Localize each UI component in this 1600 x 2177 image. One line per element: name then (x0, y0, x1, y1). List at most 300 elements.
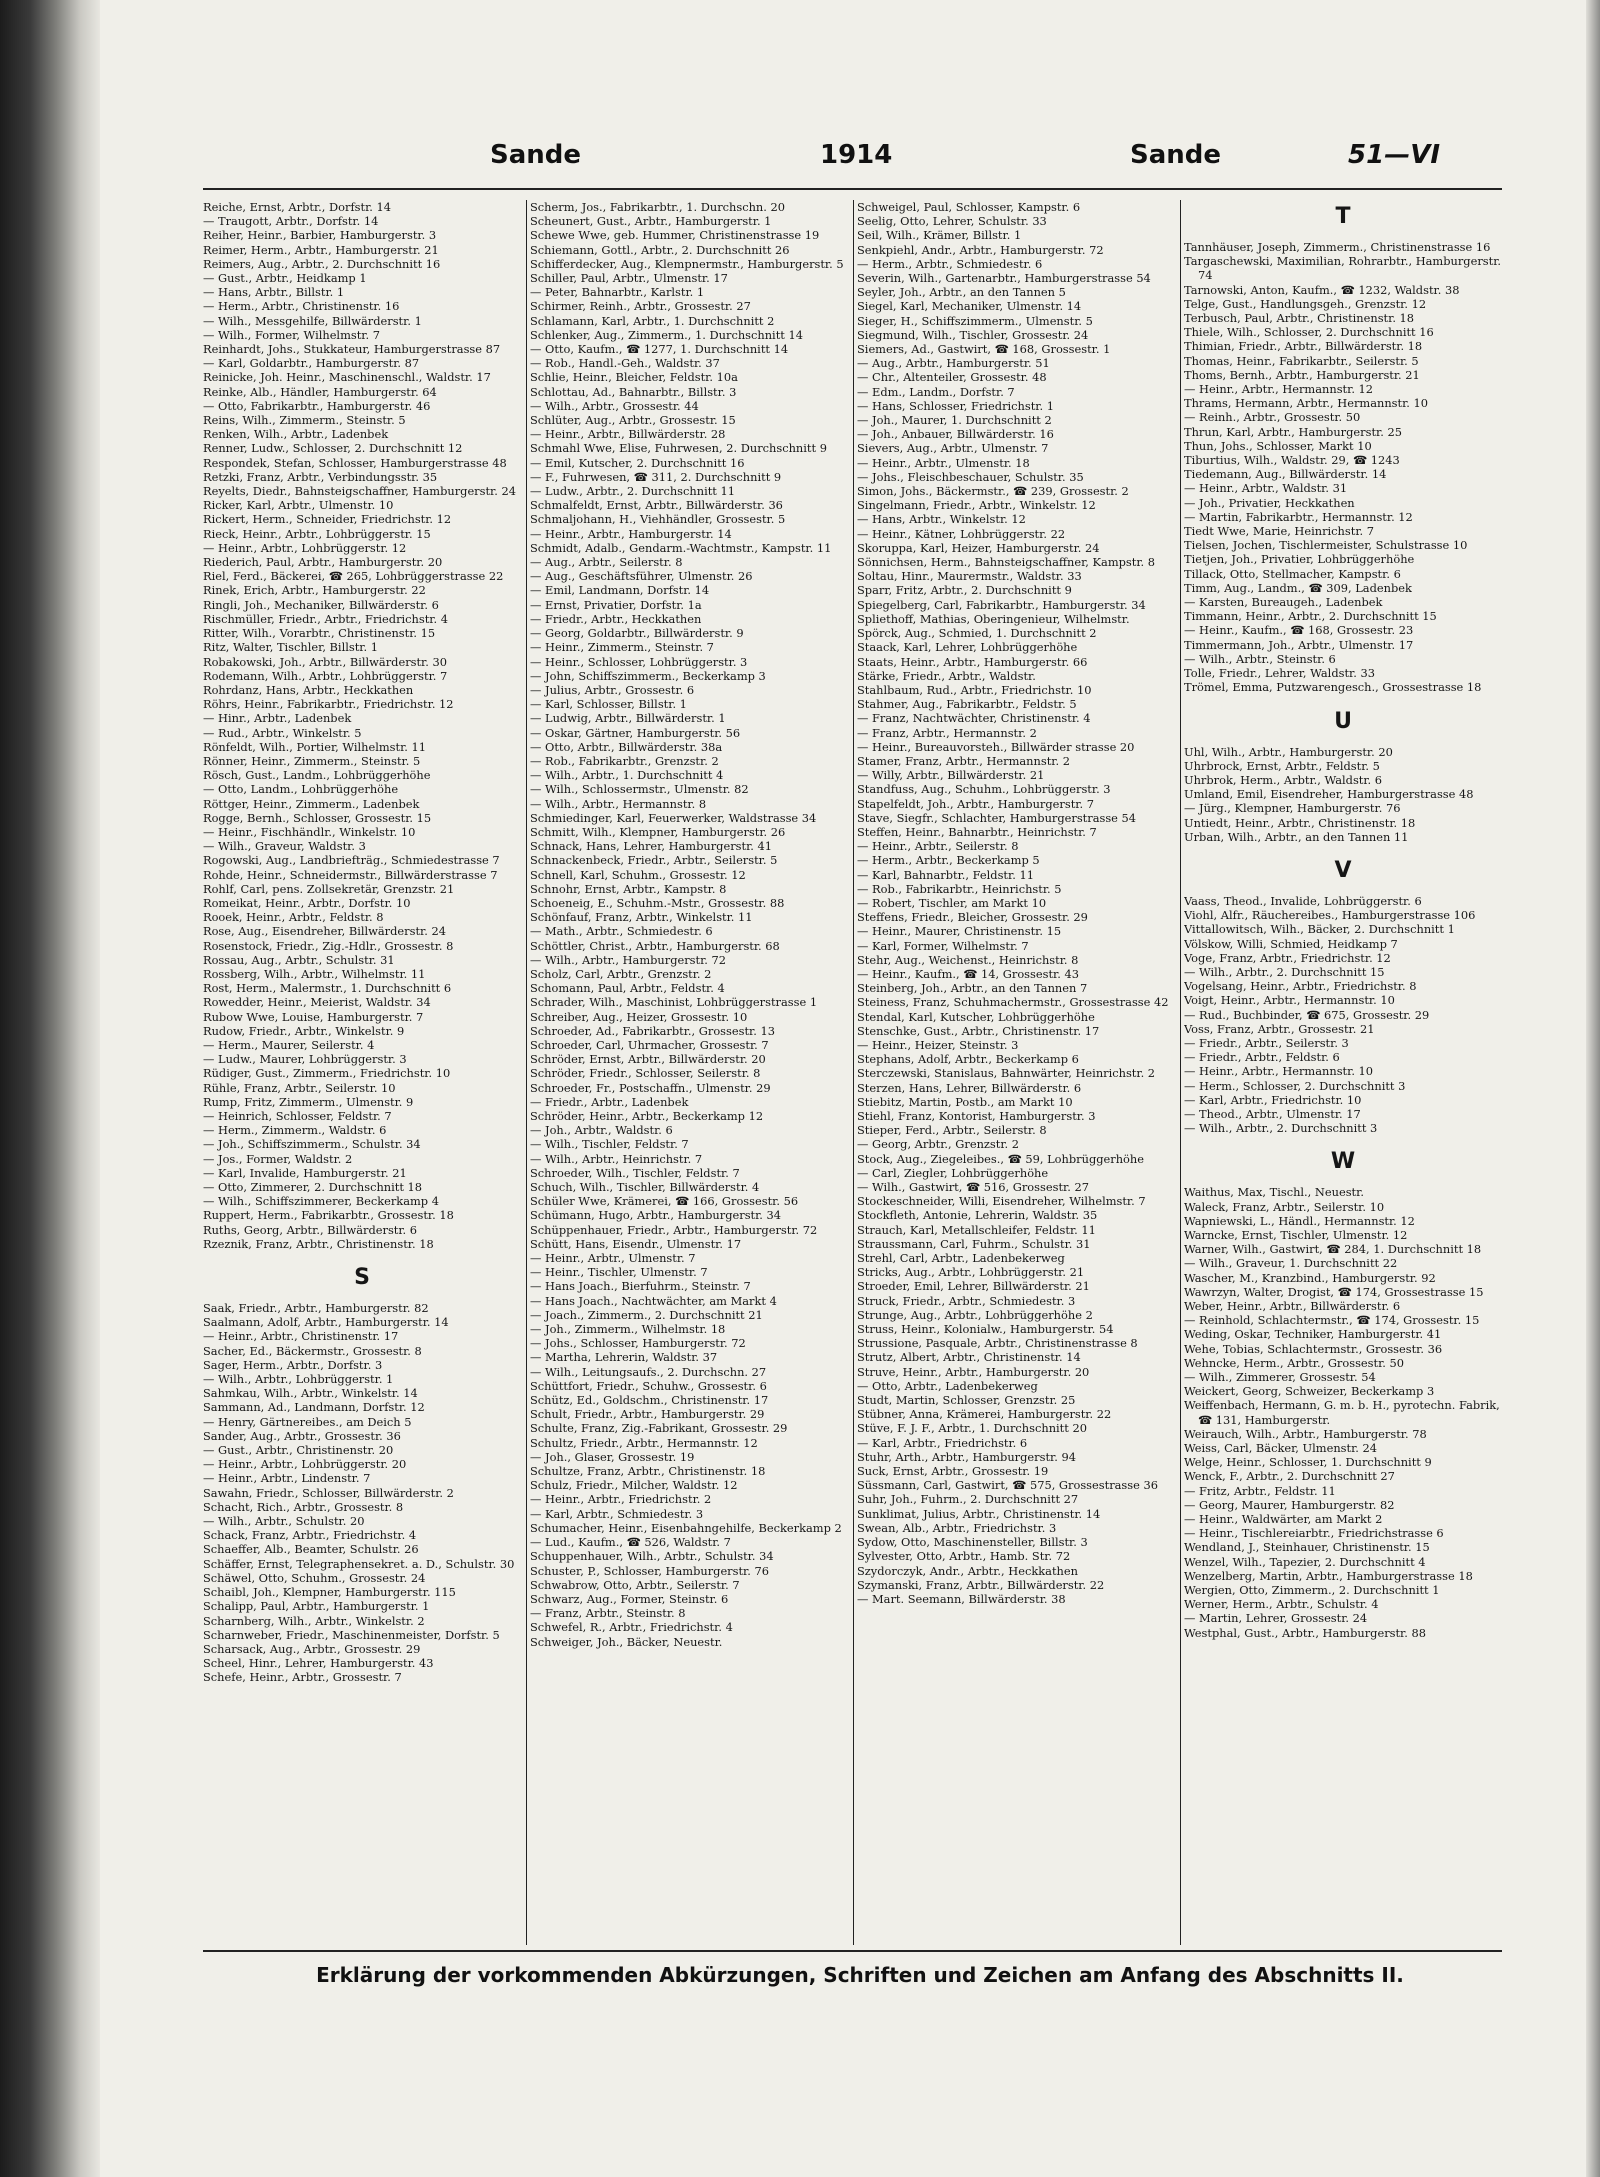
directory-entry: Renner, Ludw., Schlosser, 2. Durchschnitt 12 (203, 441, 463, 456)
directory-entry: Scharsack, Aug., Arbtr., Grossestr. 29 (203, 1641, 421, 1656)
directory-entry: — Wilh., Arbtr., 2. Durchschnitt 3 (1184, 1121, 1378, 1136)
directory-entry: Tillack, Otto, Stellmacher, Kampstr. 6 (1184, 566, 1401, 581)
directory-entry: — Ludw., Maurer, Lohbrüggerstr. 3 (203, 1052, 407, 1067)
directory-entry: — Franz, Nachtwächter, Christinenstr. 4 (857, 711, 1091, 726)
directory-entry: Schröder, Ernst, Arbtr., Billwärderstr. 20 (530, 1052, 766, 1067)
directory-entry: — Rud., Arbtr., Winkelstr. 5 (203, 725, 362, 740)
directory-entry: Siegel, Karl, Mechaniker, Ulmenstr. 14 (857, 299, 1082, 314)
directory-entry: — Hans Joach., Bierfuhrm., Steinstr. 7 (530, 1279, 751, 1294)
directory-entry: Rieck, Heinr., Arbtr., Lohbrüggerstr. 15 (203, 526, 431, 541)
directory-entry: — Hans, Schlosser, Friedrichstr. 1 (857, 398, 1054, 413)
directory-entry: Uhrbrok, Herm., Arbtr., Waldstr. 6 (1184, 772, 1383, 787)
directory-entry: Stockeschneider, Willi, Eisendreher, Wilhelmstr. 7 (857, 1194, 1146, 1209)
directory-entry: Stendal, Karl, Kutscher, Lohbrüggerhöhe (857, 1009, 1095, 1024)
directory-entry: Struss, Heinr., Kolonialw., Hamburgerstr. 54 (857, 1322, 1114, 1337)
directory-entry: — Heinr., Kaufm., ☎ 168, Grossestr. 23 (1184, 623, 1414, 638)
directory-entry: Senkpiehl, Andr., Arbtr., Hamburgerstr. 72 (857, 242, 1104, 257)
directory-entry: — Otto, Arbtr., Billwärderstr. 38a (530, 739, 723, 754)
directory-entry: Tiburtius, Wilh., Waldstr. 29, ☎ 1243 (1184, 453, 1400, 468)
directory-entry: — Heinr., Kätner, Lohbrüggerstr. 22 (857, 526, 1066, 541)
directory-entry: Voge, Franz, Arbtr., Friedrichstr. 12 (1184, 950, 1391, 965)
directory-entry: Weiffenbach, Hermann, G. m. b. H., pyrotechn. Fabrik, ☎ 131, Hamburgerstr. (1184, 1398, 1500, 1427)
directory-entry: Schaeffer, Alb., Beamter, Schulstr. 26 (203, 1542, 419, 1557)
directory-entry: Schiemann, Gottl., Arbtr., 2. Durchschnitt 26 (530, 242, 790, 257)
directory-entry: Rossau, Aug., Arbtr., Schulstr. 31 (203, 952, 395, 967)
directory-entry: Rinek, Erich, Arbtr., Hamburgerstr. 22 (203, 583, 426, 598)
directory-entry: Steinberg, Joh., Arbtr., an den Tannen 7 (857, 981, 1088, 996)
directory-entry: Riederich, Paul, Arbtr., Hamburgerstr. 20 (203, 555, 443, 570)
directory-entry: — Oskar, Gärtner, Hamburgerstr. 56 (530, 725, 741, 740)
directory-entry: — Hans Joach., Nachtwächter, am Markt 4 (530, 1293, 777, 1308)
directory-entry: Werner, Herm., Arbtr., Schulstr. 4 (1184, 1597, 1379, 1612)
directory-entry: Thomas, Heinr., Fabrikarbtr., Seilerstr. 5 (1184, 353, 1419, 368)
page-edge-shadow (1586, 0, 1600, 2177)
directory-entry: Wenzel, Wilh., Tapezier, 2. Durchschnitt 4 (1184, 1554, 1426, 1569)
directory-entry: Weickert, Georg, Schweizer, Beckerkamp 3 (1184, 1384, 1435, 1399)
directory-entry: Seil, Wilh., Krämer, Billstr. 1 (857, 228, 1022, 243)
directory-entry: — Herm., Zimmerm., Waldstr. 6 (203, 1123, 387, 1138)
directory-entry: Romeikat, Heinr., Arbtr., Dorfstr. 10 (203, 895, 411, 910)
directory-column-3 (857, 200, 1175, 1940)
directory-entry: Stock, Aug., Ziegeleibes., ☎ 59, Lohbrüggerhöhe (857, 1151, 1144, 1166)
directory-entry: Schröder, Heinr., Arbtr., Beckerkamp 12 (530, 1109, 764, 1123)
directory-entry: Reimer, Herm., Arbtr., Hamburgerstr. 21 (203, 242, 439, 257)
directory-entry: — Karsten, Bureaugeh., Ladenbek (1184, 595, 1383, 610)
directory-entry: Robakowski, Joh., Arbtr., Billwärderstr. 30 (203, 654, 447, 669)
directory-entry: — Emil, Landmann, Dorfstr. 14 (530, 583, 710, 598)
directory-entry: — Heinr., Kaufm., ☎ 14, Grossestr. 43 (857, 966, 1079, 981)
directory-entry: — Julius, Arbtr., Grossestr. 6 (530, 682, 695, 697)
directory-entry: Schiller, Paul, Arbtr., Ulmenstr. 17 (530, 271, 728, 286)
directory-entry: — Georg, Maurer, Hamburgerstr. 82 (1184, 1497, 1395, 1512)
directory-entry: — Jos., Former, Waldstr. 2 (203, 1151, 353, 1166)
directory-entry: Strussione, Pasquale, Arbtr., Christinenstrasse 8 (857, 1336, 1138, 1351)
directory-entry: — Heinr., Arbtr., Seilerstr. 8 (857, 839, 1019, 854)
directory-entry: — Traugott, Arbtr., Dorfstr. 14 (203, 214, 379, 229)
directory-entry: Rodemann, Wilh., Arbtr., Lohbrüggerstr. 7 (203, 668, 448, 683)
directory-entry: Sterczewski, Stanislaus, Bahnwärter, Heinrichstr. 2 (857, 1066, 1156, 1081)
directory-entry: Reiher, Heinr., Barbier, Hamburgerstr. 3 (203, 228, 437, 243)
directory-entry: — Joh., Zimmerm., Wilhelmstr. 18 (530, 1322, 726, 1337)
directory-entry: — Robert, Tischler, am Markt 10 (857, 895, 1047, 910)
directory-entry: Schmalfeldt, Ernst, Arbtr., Billwärderstr. 36 (530, 498, 783, 513)
directory-entry: Stiehl, Franz, Kontorist, Hamburgerstr. 3 (857, 1109, 1096, 1123)
directory-entry: Schnohr, Ernst, Arbtr., Kampstr. 8 (530, 881, 727, 896)
directory-entry: — Heinr., Schlosser, Lohbrüggerstr. 3 (530, 654, 748, 669)
directory-entry: Völskow, Willi, Schmied, Heidkamp 7 (1184, 936, 1398, 951)
directory-entry: Schweiger, Joh., Bäcker, Neuestr. (530, 1634, 723, 1649)
directory-entry: Simon, Johs., Bäckermstr., ☎ 239, Grossestr. 2 (857, 484, 1129, 499)
directory-entry: Schuster, P., Schlosser, Hamburgerstr. 76 (530, 1563, 769, 1578)
directory-entry: Ritz, Walter, Tischler, Billstr. 1 (203, 640, 378, 655)
directory-entry: Steiness, Franz, Schuhmachermstr., Grossestrasse 42 (857, 995, 1169, 1010)
directory-entry: Thrams, Hermann, Arbtr., Hermannstr. 10 (1184, 396, 1429, 411)
directory-entry: Schrader, Wilh., Maschinist, Lohbrüggerstrasse 1 (530, 995, 818, 1010)
directory-entry: — Friedr., Arbtr., Feldstr. 6 (1184, 1050, 1340, 1065)
directory-entry: Stephans, Adolf, Arbtr., Beckerkamp 6 (857, 1052, 1079, 1067)
directory-entry: Schwefel, R., Arbtr., Friedrichstr. 4 (530, 1620, 733, 1635)
directory-entry: Schultze, Franz, Arbtr., Christinenstr. 18 (530, 1464, 766, 1479)
directory-entry: Sterzen, Hans, Lehrer, Billwärderstr. 6 (857, 1080, 1082, 1095)
directory-entry: Schwabrow, Otto, Arbtr., Seilerstr. 7 (530, 1577, 740, 1592)
directory-entry: — Friedr., Arbtr., Ladenbek (530, 1094, 689, 1109)
directory-entry: Schweigel, Paul, Schlosser, Kampstr. 6 (857, 200, 1081, 214)
directory-entry: Untiedt, Heinr., Arbtr., Christinenstr. 18 (1184, 815, 1416, 830)
column-divider-3 (1180, 200, 1181, 1945)
directory-entry: Warncke, Ernst, Tischler, Ulmenstr. 12 (1184, 1227, 1408, 1242)
directory-entry: — Mart. Seemann, Billwärderstr. 38 (857, 1591, 1066, 1606)
directory-entry: Schifferdecker, Aug., Klempnermstr., Hamburgerstr. 5 (530, 256, 844, 271)
directory-entry: Schmitt, Wilh., Klempner, Hamburgerstr. 26 (530, 824, 786, 839)
directory-entry: Schlüter, Aug., Arbtr., Grossestr. 15 (530, 413, 736, 428)
directory-entry: Schüttfort, Friedr., Schuhw., Grossestr. 6 (530, 1378, 767, 1393)
directory-entry: — Karl, Bahnarbtr., Feldstr. 11 (857, 867, 1034, 882)
directory-entry: Stübner, Anna, Krämerei, Hamburgerstr. 22 (857, 1407, 1112, 1422)
directory-entry: Ricker, Karl, Arbtr., Ulmenstr. 10 (203, 498, 394, 513)
directory-entry: Rooek, Heinr., Arbtr., Feldstr. 8 (203, 910, 384, 925)
directory-entry: — Hinr., Arbtr., Ladenbek (203, 711, 352, 726)
directory-entry: — Wilh., Schiffszimmerer, Beckerkamp 4 (203, 1194, 439, 1209)
directory-entry: Scharnweber, Friedr., Maschinenmeister, Dorfstr. 5 (203, 1627, 500, 1642)
directory-entry: — Wilh., Gastwirt, ☎ 516, Grossestr. 27 (857, 1180, 1089, 1195)
directory-entry: Strauch, Karl, Metallschleifer, Feldstr. 11 (857, 1222, 1096, 1237)
directory-entry: Schaibl, Joh., Klempner, Hamburgerstr. 115 (203, 1585, 456, 1600)
book-binding-shadow (0, 0, 100, 2177)
directory-entry: — Johs., Schlosser, Hamburgerstr. 72 (530, 1336, 746, 1351)
directory-entry: — Heinr., Arbtr., Lindenstr. 7 (203, 1471, 371, 1486)
directory-entry: Standfuss, Aug., Schuhm., Lohbrüggerstr. 3 (857, 782, 1111, 797)
directory-entry: Schlottau, Ad., Bahnarbtr., Billstr. 3 (530, 384, 737, 399)
directory-entry: — Carl, Ziegler, Lohbrüggerhöhe (857, 1165, 1049, 1180)
directory-entry: Tannhäuser, Joseph, Zimmerm., Christinenstrasse 16 (1184, 240, 1491, 254)
directory-entry: — Friedr., Arbtr., Heckkathen (530, 611, 702, 626)
directory-entry: Westphal, Gust., Arbtr., Hamburgerstr. 88 (1184, 1625, 1426, 1640)
directory-entry: Rösch, Gust., Landm., Lohbrüggerhöhe (203, 768, 431, 783)
directory-entry: — Rob., Fabrikarbtr., Grenzstr. 2 (530, 753, 719, 768)
directory-entry: Sacher, Ed., Bäckermstr., Grossestr. 8 (203, 1343, 422, 1358)
directory-entry: Sager, Herm., Arbtr., Dorfstr. 3 (203, 1357, 383, 1372)
directory-entry: Sander, Aug., Arbtr., Grossestr. 36 (203, 1428, 401, 1443)
directory-entry: — Herm., Arbtr., Christinenstr. 16 (203, 299, 400, 314)
directory-entry: — Heinr., Arbtr., Waldstr. 31 (1184, 481, 1348, 496)
directory-entry: Wehncke, Herm., Arbtr., Grossestr. 50 (1184, 1355, 1405, 1370)
directory-entry: — Joh., Arbtr., Waldstr. 6 (530, 1123, 673, 1138)
directory-entry: Tiedemann, Aug., Billwärderstr. 14 (1184, 467, 1387, 482)
column-divider-2 (853, 200, 854, 1945)
directory-entry: Schroeder, Wilh., Tischler, Feldstr. 7 (530, 1165, 740, 1180)
directory-entry: Schirmer, Reinh., Arbtr., Grossestr. 27 (530, 299, 751, 314)
directory-entry: Szydorczyk, Andr., Arbtr., Heckkathen (857, 1563, 1078, 1578)
directory-entry: Seelig, Otto, Lehrer, Schulstr. 33 (857, 214, 1047, 229)
directory-entry: Strutz, Albert, Arbtr., Christinenstr. 14 (857, 1350, 1081, 1365)
directory-entry: Wendland, J., Steinhauer, Christinenstr. 15 (1184, 1540, 1430, 1555)
directory-entry: — Ludwig, Arbtr., Billwärderstr. 1 (530, 711, 726, 726)
directory-entry: Urban, Wilh., Arbtr., an den Tannen 11 (1184, 829, 1409, 844)
directory-entry: Siegmund, Wilh., Tischler, Grossestr. 24 (857, 327, 1089, 342)
section-letter-w: W (1330, 1149, 1356, 1175)
directory-entry: Weirauch, Wilh., Arbtr., Hamburgerstr. 78 (1184, 1426, 1427, 1441)
directory-entry: Stapelfeldt, Joh., Arbtr., Hamburgerstr. 7 (857, 796, 1094, 811)
directory-entry: Tarnowski, Anton, Kaufm., ☎ 1232, Waldstr. 38 (1184, 282, 1460, 297)
directory-entry: Schefe, Heinr., Arbtr., Grossestr. 7 (203, 1670, 402, 1685)
directory-entry: — Herm., Arbtr., Schmiedestr. 6 (857, 256, 1043, 271)
directory-entry: Stärke, Friedr., Arbtr., Waldstr. (857, 668, 1036, 683)
directory-entry: Scheunert, Gust., Arbtr., Hamburgerstr. 1 (530, 214, 772, 229)
directory-entry: — Wilh., Tischler, Feldstr. 7 (530, 1137, 689, 1152)
directory-entry: — F., Fuhrwesen, ☎ 311, 2. Durchschnitt 9 (530, 469, 782, 484)
directory-entry: Stahmer, Aug., Fabrikarbtr., Feldstr. 5 (857, 697, 1077, 712)
directory-entry: Stockfleth, Antonie, Lehrerin, Waldstr. 35 (857, 1208, 1098, 1223)
directory-entry: Siemers, Ad., Gastwirt, ☎ 168, Grossestr. 1 (857, 342, 1111, 357)
directory-entry: Timmermann, Joh., Arbtr., Ulmenstr. 17 (1184, 637, 1414, 652)
directory-entry: Trömel, Emma, Putzwarengesch., Grossestrasse 18 (1184, 680, 1482, 695)
directory-entry: Skoruppa, Karl, Heizer, Hamburgerstr. 24 (857, 540, 1100, 555)
section-letter-t: T (1335, 204, 1351, 229)
directory-entry: — Willy, Arbtr., Billwärderstr. 21 (857, 768, 1045, 783)
directory-entry: Soltau, Hinr., Maurermstr., Waldstr. 33 (857, 569, 1082, 584)
directory-entry: Severin, Wilh., Gartenarbtr., Hamburgerstrasse 54 (857, 271, 1151, 286)
directory-entry: Schmidt, Adalb., Gendarm.-Wachtmstr., Kampstr. 11 (530, 540, 832, 555)
directory-entry: — Emil, Kutscher, 2. Durchschnitt 16 (530, 455, 745, 470)
directory-entry: — Otto, Arbtr., Ladenbekerweg (857, 1378, 1038, 1393)
directory-entry: Sylvester, Otto, Arbtr., Hamb. Str. 72 (857, 1549, 1071, 1564)
directory-entry: — Karl, Arbtr., Schmiedestr. 3 (530, 1506, 704, 1521)
directory-entry: — Fritz, Arbtr., Feldstr. 11 (1184, 1483, 1336, 1498)
directory-entry: Voigt, Heinr., Arbtr., Hermannstr. 10 (1184, 993, 1395, 1008)
directory-entry: — Heinr., Arbtr., Ulmenstr. 18 (857, 455, 1030, 470)
directory-entry: — Martin, Lehrer, Grossestr. 24 (1184, 1611, 1368, 1626)
directory-entry: Sydow, Otto, Maschinensteller, Billstr. 3 (857, 1535, 1088, 1550)
directory-entry: — Joh., Schiffszimmerm., Schulstr. 34 (203, 1137, 421, 1152)
directory-entry: — Wilh., Zimmerer, Grossestr. 54 (1184, 1370, 1376, 1385)
directory-entry: Tietjen, Joh., Privatier, Lohbrüggerhöhe (1184, 552, 1415, 567)
directory-entry: Schulte, Franz, Zig.-Fabrikant, Grossestr. 29 (530, 1421, 788, 1436)
directory-entry: Rogowski, Aug., Landbriefträg., Schmiedestrasse 7 (203, 853, 500, 868)
column-divider-1 (526, 200, 527, 1945)
directory-entry: Schlenker, Aug., Zimmerm., 1. Durchschnitt 14 (530, 327, 803, 342)
directory-entry: — John, Schiffszimmerm., Beckerkamp 3 (530, 668, 766, 683)
directory-entry: Rump, Fritz, Zimmerm., Ulmenstr. 9 (203, 1094, 414, 1109)
directory-entry: Schlie, Heinr., Bleicher, Feldstr. 10a (530, 370, 738, 385)
directory-entry: Schultz, Friedr., Arbtr., Hermannstr. 12 (530, 1435, 758, 1450)
directory-entry: Telge, Gust., Handlungsgeh., Grenzstr. 12 (1184, 296, 1427, 311)
directory-entry: — Joh., Privatier, Heckkathen (1184, 495, 1355, 510)
directory-entry: Saalmann, Adolf, Arbtr., Hamburgerstr. 14 (203, 1315, 449, 1330)
directory-entry: — Aug., Arbtr., Hamburgerstr. 51 (857, 356, 1050, 371)
directory-entry: Schmiedinger, Karl, Feuerwerker, Waldstrasse 34 (530, 810, 817, 825)
directory-entry: Timm, Aug., Landm., ☎ 309, Ladenbek (1184, 580, 1412, 595)
directory-entry: Uhrbrock, Ernst, Arbtr., Feldstr. 5 (1184, 758, 1380, 773)
directory-entry: Stiebitz, Martin, Postb., am Markt 10 (857, 1094, 1073, 1109)
directory-entry: — Wilh., Arbtr., Grossestr. 44 (530, 398, 699, 413)
directory-entry: Wenzelberg, Martin, Arbtr., Hamburgerstrasse 18 (1184, 1568, 1473, 1583)
directory-entry: Steffens, Friedr., Bleicher, Grossestr. 29 (857, 910, 1088, 925)
footer-rule (203, 1950, 1502, 1952)
directory-entry: Voss, Franz, Arbtr., Grossestr. 21 (1184, 1021, 1375, 1036)
directory-entry: Welge, Heinr., Schlosser, 1. Durchschnitt 9 (1184, 1455, 1432, 1470)
directory-entry: Thun, Johs., Schlosser, Markt 10 (1184, 438, 1372, 453)
directory-entry: Stamer, Franz, Arbtr., Hermannstr. 2 (857, 753, 1070, 768)
directory-entry: Schomann, Paul, Arbtr., Feldstr. 4 (530, 981, 725, 996)
directory-entry: Schnell, Karl, Schuhm., Grossestr. 12 (530, 867, 746, 882)
directory-entry: Schönfauf, Franz, Arbtr., Winkelstr. 11 (530, 910, 753, 925)
directory-entry: Vogelsang, Heinr., Arbtr., Friedrichstr. 8 (1184, 979, 1417, 994)
section-letter-s: S (354, 1265, 370, 1291)
directory-entry: — Wilh., Arbtr., Schulstr. 20 (203, 1514, 365, 1529)
directory-entry: — Joh., Anbauer, Billwärderstr. 16 (857, 427, 1054, 442)
directory-entry: — Heinr., Tischler, Ulmenstr. 7 (530, 1265, 708, 1280)
directory-entry: Weiss, Carl, Bäcker, Ulmenstr. 24 (1184, 1441, 1378, 1456)
directory-entry: — Wilh., Arbtr., Hamburgerstr. 72 (530, 952, 727, 967)
page-header (490, 140, 1440, 176)
directory-entry: Rowedder, Heinr., Meierist, Waldstr. 34 (203, 995, 431, 1010)
directory-entry: — Karl, Former, Wilhelmstr. 7 (857, 938, 1029, 953)
directory-entry: Rudow, Friedr., Arbtr., Winkelstr. 9 (203, 1023, 405, 1038)
directory-entry: Schäffer, Ernst, Telegraphensekret. a. D., Schulstr. 30 (203, 1556, 515, 1571)
directory-entry: — Johs., Fleischbeschauer, Schulstr. 35 (857, 469, 1084, 484)
directory-entry: — Karl, Schlosser, Billstr. 1 (530, 697, 687, 712)
directory-entry: — Heinr., Waldwärter, am Markt 2 (1184, 1512, 1383, 1527)
directory-entry: Terbusch, Paul, Arbtr., Christinenstr. 18 (1184, 311, 1415, 326)
directory-entry: — Joach., Zimmerm., 2. Durchschnitt 21 (530, 1307, 763, 1322)
directory-entry: Schumacher, Heinr., Eisenbahngehilfe, Beckerkamp 2 (530, 1520, 842, 1535)
directory-entry: — Wilh., Arbtr., 1. Durchschnitt 4 (530, 768, 724, 783)
directory-entry: — Joh., Glaser, Grossestr. 19 (530, 1449, 695, 1464)
directory-entry: Stroeder, Emil, Lehrer, Billwärderstr. 21 (857, 1279, 1090, 1294)
directory-entry: Schacht, Rich., Arbtr., Grossestr. 8 (203, 1499, 404, 1514)
abbreviation-note: Erklärung der vorkommenden Abkürzungen, Schriften und Zeichen am Anfang des Abschnitts II. (316, 1963, 1404, 1987)
directory-entry: Umland, Emil, Eisendreher, Hamburgerstrasse 48 (1184, 787, 1474, 802)
directory-entry: — Wilh., Arbtr., 2. Durchschnitt 15 (1184, 964, 1385, 979)
directory-entry: — Karl, Invalide, Hamburgerstr. 21 (203, 1165, 407, 1180)
directory-entry: — Heinr., Arbtr., Lohbrüggerstr. 20 (203, 1457, 407, 1472)
directory-entry: — Wilh., Leitungsaufs., 2. Durchschn. 27 (530, 1364, 767, 1379)
header-page-number: 51—VI (1348, 140, 1440, 170)
directory-entry: Schöttler, Christ., Arbtr., Hamburgerstr. 68 (530, 938, 780, 953)
directory-entry: Schuch, Wilh., Tischler, Billwärderstr. 4 (530, 1180, 760, 1195)
directory-entry: Ringli, Joh., Mechaniker, Billwärderstr. 6 (203, 597, 439, 612)
directory-entry: — Franz, Arbtr., Hermannstr. 2 (857, 725, 1037, 740)
directory-entry: Wergien, Otto, Zimmerm., 2. Durchschnitt 1 (1184, 1583, 1440, 1598)
directory-entry: — Heinr., Arbtr., Ulmenstr. 7 (530, 1251, 696, 1266)
directory-entry: Rose, Aug., Eisendreher, Billwärderstr. 24 (203, 924, 446, 939)
header-year: 1914 (820, 140, 893, 170)
directory-entry: Wehe, Tobias, Schlachtermstr., Grossestr. 36 (1184, 1341, 1443, 1356)
directory-entry: — Herm., Arbtr., Beckerkamp 5 (857, 853, 1040, 868)
directory-entry: — Wilh., Arbtr., Lohbrüggerstr. 1 (203, 1372, 394, 1387)
directory-entry: — Rob., Handl.-Geh., Waldstr. 37 (530, 356, 720, 371)
directory-entry: Rohde, Heinr., Schneidermstr., Billwärderstrasse 7 (203, 867, 498, 882)
directory-entry: Ritter, Wilh., Vorarbtr., Christinenstr. 15 (203, 626, 436, 641)
section-letter-u: U (1334, 708, 1352, 734)
directory-entry: Spliethoff, Mathias, Oberingenieur, Wilhelmstr. (857, 611, 1130, 626)
directory-entry: Rischmüller, Friedr., Arbtr., Friedrichstr. 4 (203, 611, 448, 626)
directory-entry: Stuhr, Arth., Arbtr., Hamburgerstr. 94 (857, 1449, 1076, 1464)
directory-entry: Studt, Martin, Schlosser, Grenzstr. 25 (857, 1393, 1076, 1408)
directory-entry: Respondek, Stefan, Schlosser, Hamburgerstrasse 48 (203, 455, 507, 470)
directory-entry: Sawahn, Friedr., Schlosser, Billwärderstr. 2 (203, 1485, 454, 1500)
directory-entry: Sönnichsen, Herm., Bahnsteigschaffner, Kampstr. 8 (857, 555, 1156, 570)
directory-entry: — Friedr., Arbtr., Seilerstr. 3 (1184, 1035, 1349, 1050)
directory-column-1 (203, 200, 521, 1940)
directory-entry: Rickert, Herm., Schneider, Friedrichstr. 12 (203, 512, 452, 527)
directory-entry: Straussmann, Carl, Fuhrm., Schulstr. 31 (857, 1236, 1091, 1251)
directory-entry: Targaschewski, Maximilian, Rohrarbtr., Hamburgerstr. 74 (1184, 254, 1502, 283)
directory-entry: — Heinr., Arbtr., Friedrichstr. 2 (530, 1492, 712, 1507)
header-place-right: Sande (1130, 140, 1222, 170)
directory-entry: Szymanski, Franz, Arbtr., Billwärderstr. 22 (857, 1577, 1105, 1592)
directory-entry: Rüdiger, Gust., Zimmerm., Friedrichstr. 10 (203, 1066, 451, 1081)
directory-entry: Schroeder, Fr., Postschaffn., Ulmenstr. 29 (530, 1080, 771, 1095)
directory-entry: Wenck, F., Arbtr., 2. Durchschnitt 27 (1184, 1469, 1395, 1484)
directory-entry: Schoeneig, E., Schuhm.-Mstr., Grossestr. 88 (530, 895, 785, 910)
directory-entry: Schütt, Hans, Eisendr., Ulmenstr. 17 (530, 1236, 742, 1251)
directory-entry: — Heinr., Arbtr., Lohbrüggerstr. 12 (203, 540, 407, 555)
directory-entry: Reinicke, Joh. Heinr., Maschinenschl., Waldstr. 17 (203, 370, 491, 385)
directory-entry: Tielsen, Jochen, Tischlermeister, Schulstrasse 10 (1184, 538, 1468, 553)
directory-entry: — Otto, Zimmerer, 2. Durchschnitt 18 (203, 1180, 423, 1195)
directory-entry: Rubow Wwe, Louise, Hamburgerstr. 7 (203, 1009, 424, 1024)
directory-entry: — Chr., Altenteiler, Grossestr. 48 (857, 370, 1047, 385)
directory-entry: Schroeder, Carl, Uhrmacher, Grossestr. 7 (530, 1037, 769, 1052)
directory-entry: Rönner, Heinr., Zimmerm., Steinstr. 5 (203, 753, 421, 768)
directory-entry: — Jürg., Klempner, Hamburgerstr. 76 (1184, 801, 1401, 816)
directory-entry: Reins, Wilh., Zimmerm., Steinstr. 5 (203, 413, 406, 428)
directory-entry: — Karl, Arbtr., Friedrichstr. 6 (857, 1435, 1028, 1450)
directory-entry: Steffen, Heinr., Bahnarbtr., Heinrichstr. 7 (857, 824, 1097, 839)
directory-entry: Rönfeldt, Wilh., Portier, Wilhelmstr. 11 (203, 739, 427, 754)
directory-entry: Rohlf, Carl, pens. Zollsekretär, Grenzstr. 21 (203, 881, 455, 896)
directory-entry: — Joh., Maurer, 1. Durchschnitt 2 (857, 413, 1052, 428)
directory-entry: Stüve, F. J. F., Arbtr., 1. Durchschnitt 20 (857, 1421, 1087, 1436)
directory-entry: — Heinr., Fischhändlr., Winkelstr. 10 (203, 824, 416, 839)
directory-entry: Spiegelberg, Carl, Fabrikarbtr., Hamburgerstr. 34 (857, 597, 1146, 612)
directory-entry: Scheel, Hinr., Lehrer, Hamburgerstr. 43 (203, 1656, 434, 1671)
directory-entry: — Wilh., Messgehilfe, Billwärderstr. 1 (203, 313, 422, 328)
directory-entry: Schnack, Hans, Lehrer, Hamburgerstr. 41 (530, 839, 773, 854)
directory-entry: Spörck, Aug., Schmied, 1. Durchschnitt 2 (857, 626, 1097, 641)
directory-entry: — Wilh., Graveur, 1. Durchschnitt 22 (1184, 1256, 1398, 1271)
directory-entry: — Theod., Arbtr., Ulmenstr. 17 (1184, 1106, 1361, 1121)
directory-entry: Rzeznik, Franz, Arbtr., Christinenstr. 18 (203, 1236, 434, 1251)
directory-entry: Uhl, Wilh., Arbtr., Hamburgerstr. 20 (1184, 744, 1393, 759)
directory-column-2 (530, 200, 848, 1940)
directory-entry: Staats, Heinr., Arbtr., Hamburgerstr. 66 (857, 654, 1088, 669)
directory-entry: Tiedt Wwe, Marie, Heinrichstr. 7 (1184, 524, 1374, 539)
directory-entry: Röttger, Heinr., Zimmerm., Ladenbek (203, 796, 420, 811)
directory-entry: Waithus, Max, Tischl., Neuestr. (1184, 1185, 1364, 1200)
directory-entry: Warner, Wilh., Gastwirt, ☎ 284, 1. Durchschnitt 18 (1184, 1242, 1482, 1257)
directory-entry: Stieper, Ferd., Arbtr., Seilerstr. 8 (857, 1123, 1047, 1138)
directory-entry: — Hans, Arbtr., Winkelstr. 12 (857, 512, 1026, 527)
directory-entry: — Heinr., Tischlereiarbtr., Friedrichstrasse 6 (1184, 1526, 1444, 1541)
directory-entry: Schwarz, Aug., Former, Steinstr. 6 (530, 1591, 729, 1606)
directory-entry: — Otto, Kaufm., ☎ 1277, 1. Durchschnitt 14 (530, 342, 789, 357)
directory-entry: — Ludw., Arbtr., 2. Durchschnitt 11 (530, 484, 735, 499)
directory-entry: Schalipp, Paul, Arbtr., Hamburgerstr. 1 (203, 1599, 430, 1614)
directory-entry: — Heinr., Arbtr., Hermannstr. 12 (1184, 382, 1374, 397)
directory-entry: — Aug., Arbtr., Seilerstr. 8 (530, 555, 683, 570)
directory-entry: — Ernst, Privatier, Dorfstr. 1a (530, 597, 702, 612)
directory-entry: Rohrdanz, Hans, Arbtr., Heckkathen (203, 682, 414, 697)
directory-entry: Tolle, Friedr., Lehrer, Waldstr. 33 (1184, 666, 1375, 681)
directory-entry: Schlamann, Karl, Arbtr., 1. Durchschnitt 2 (530, 313, 775, 328)
directory-entry: — Wilh., Arbtr., Heinrichstr. 7 (530, 1151, 703, 1166)
directory-entry: Schult, Friedr., Arbtr., Hamburgerstr. 29 (530, 1407, 765, 1422)
directory-entry: Schewe Wwe, geb. Hummer, Christinenstrasse 19 (530, 228, 820, 243)
directory-entry: — Rob., Fabrikarbtr., Heinrichstr. 5 (857, 881, 1062, 896)
directory-entry: — Herm., Maurer, Seilerstr. 4 (203, 1037, 375, 1052)
